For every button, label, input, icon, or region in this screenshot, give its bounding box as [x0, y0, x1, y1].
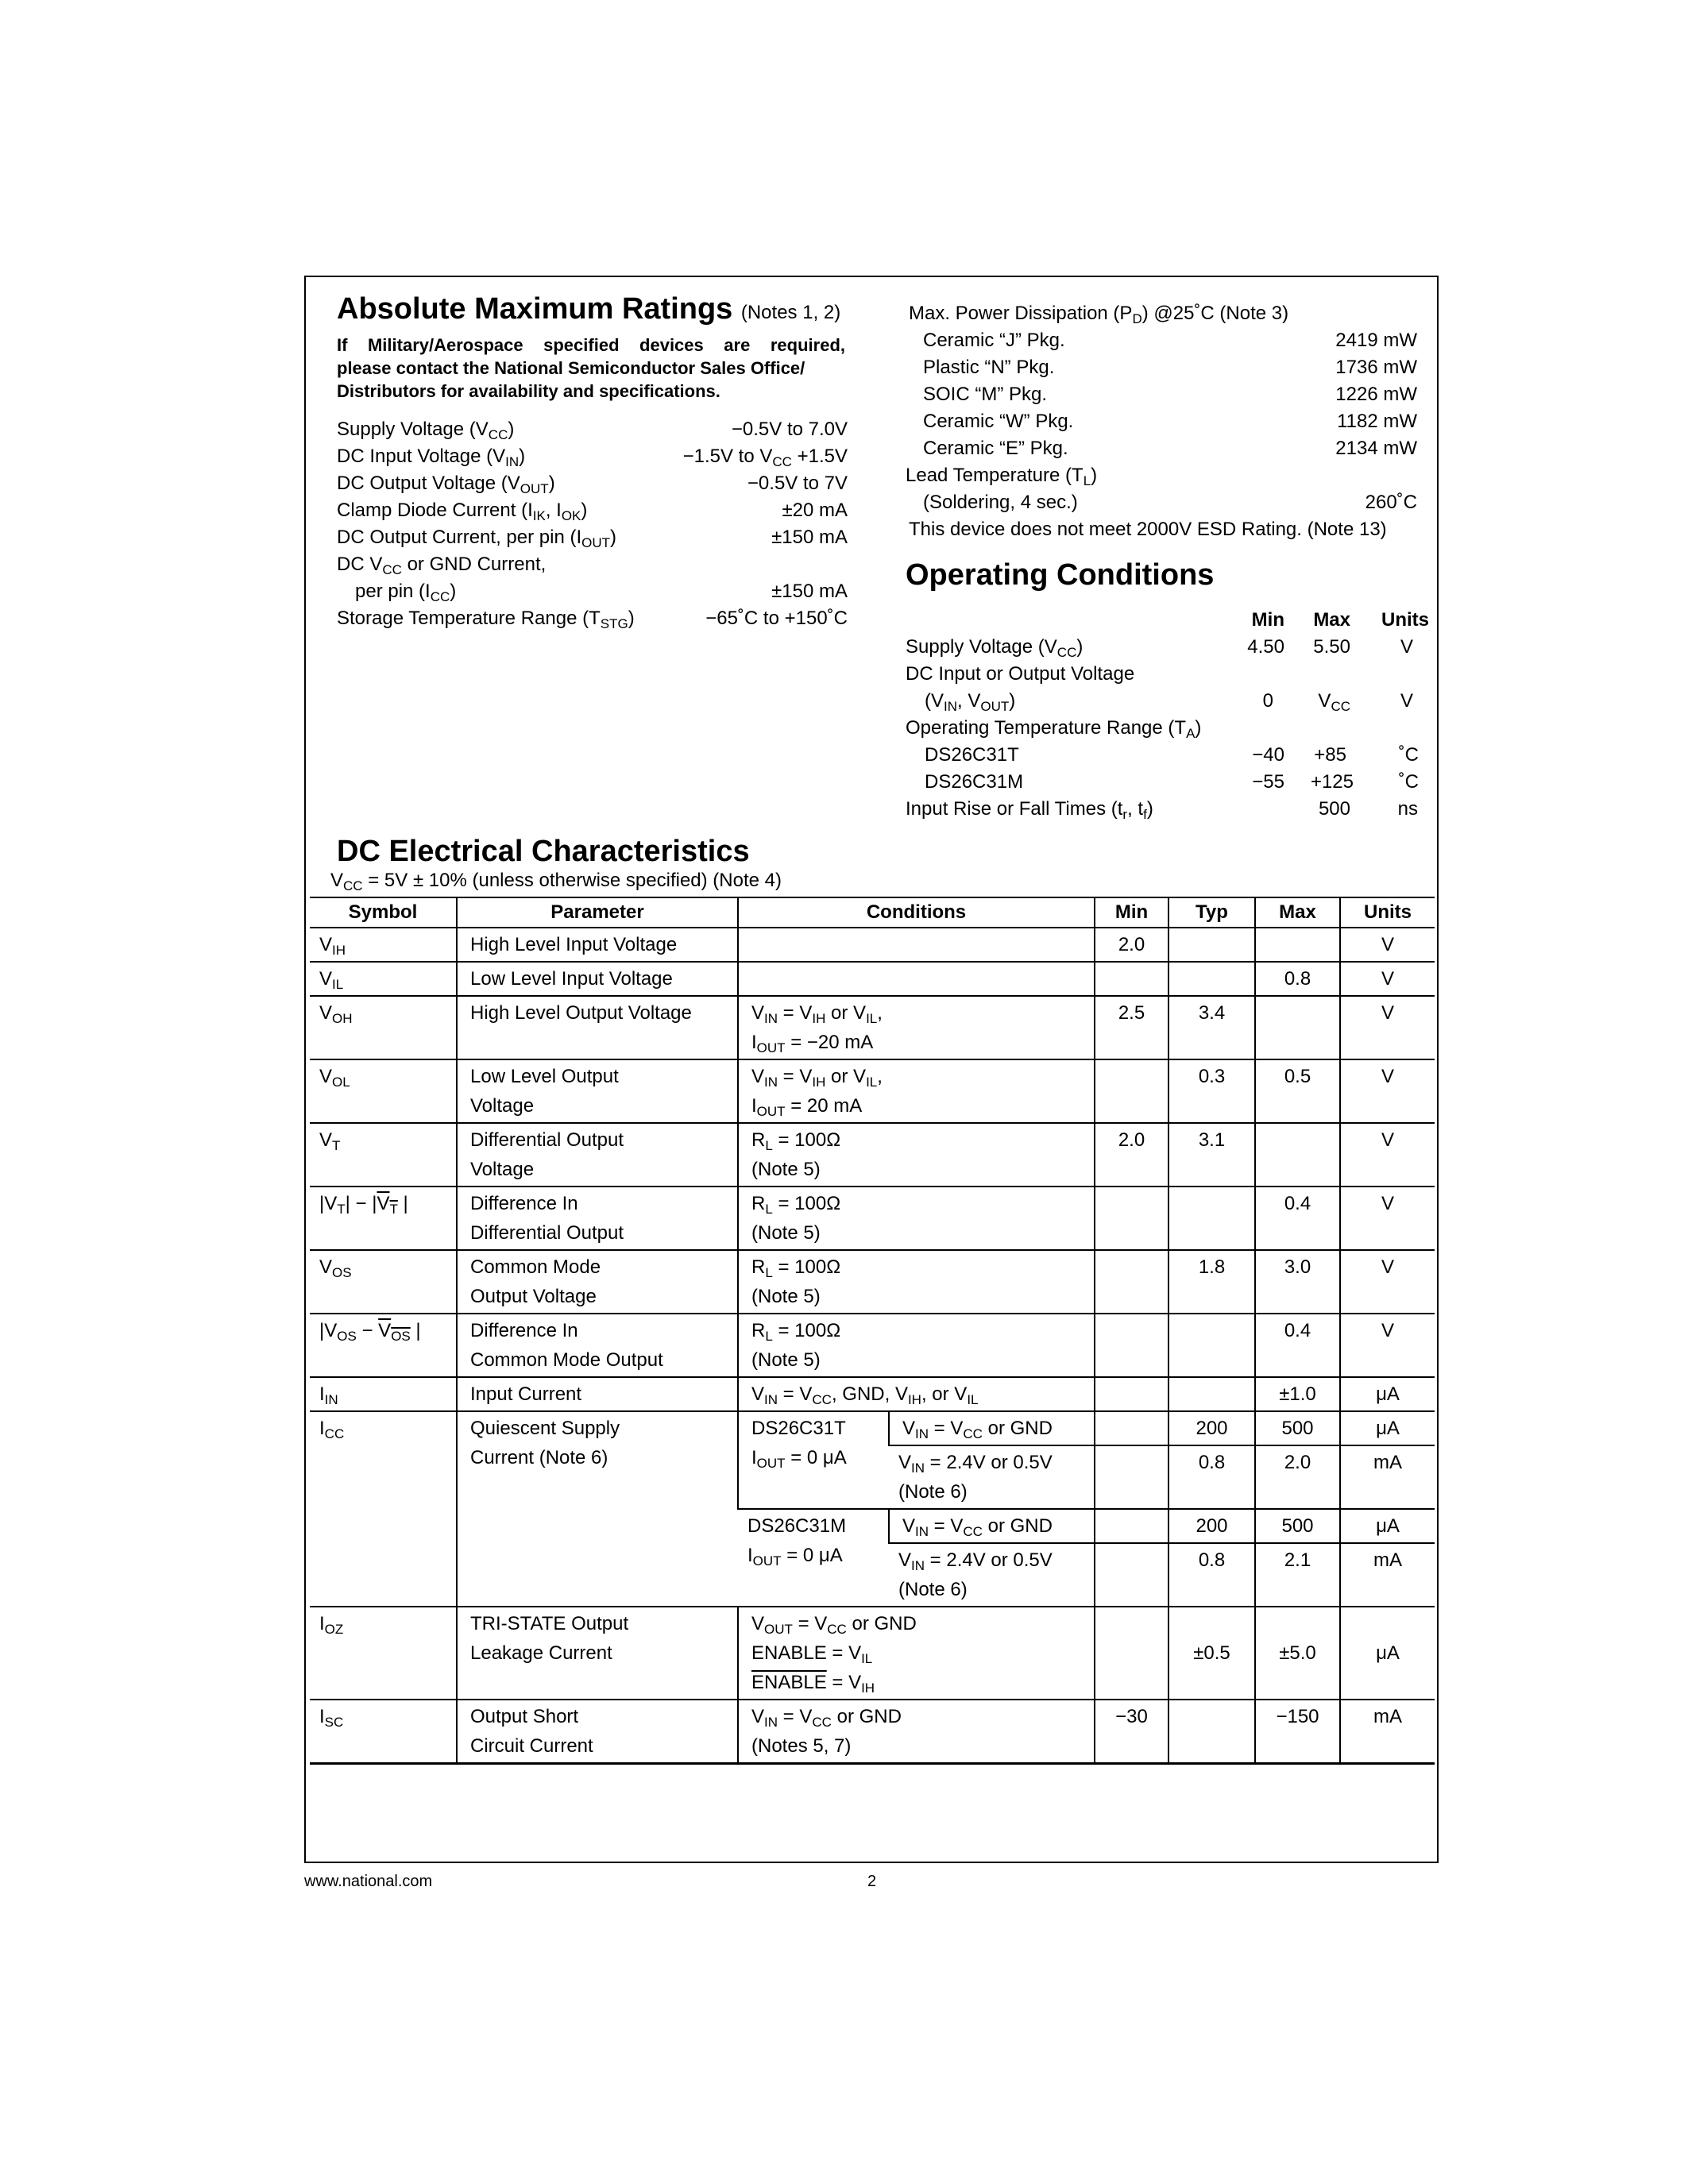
min-cell: −30	[1095, 1700, 1168, 1764]
max-cell: −150	[1255, 1700, 1340, 1764]
typ-cell	[1168, 928, 1255, 962]
oc-units: V	[1400, 690, 1413, 712]
min-cell: 2.5	[1095, 996, 1168, 1059]
amr-value: ±150 mA	[771, 527, 848, 548]
amr-label: DC Input Voltage $(V_{IN})$	[337, 446, 526, 469]
min-cell	[1095, 1543, 1168, 1607]
oc-temp-label: Operating Temperature Range $(T_A)$	[906, 717, 1202, 741]
pkg-label: Ceramic “J” Pkg.	[923, 330, 1065, 351]
dc-title: DC Electrical Characteristics	[337, 835, 750, 868]
conditions-cell: $V_{OUT} = V_{CC}$ or GND ENABLE = $V_{IL}$ ENABLE = $V_{IH}$	[738, 1607, 1095, 1700]
table-row	[310, 1377, 1435, 1411]
pkg-label: Plastic “N” Pkg.	[923, 357, 1055, 378]
military-note-line: If Military/Aerospace specified devices are required,	[337, 335, 845, 355]
parameter-cell: Quiescent Supply Current (Note 6)	[457, 1411, 738, 1607]
units-cell: mA	[1340, 1543, 1435, 1607]
typ-cell	[1168, 1700, 1255, 1764]
units-cell: μA	[1340, 1377, 1435, 1411]
table-row	[310, 996, 1435, 1059]
units-cell: μA	[1340, 1607, 1435, 1700]
conditions-cell: $R_L = 100\Omega$ (Note 5)	[738, 1187, 1095, 1250]
oc-value: 4.50	[1247, 636, 1284, 658]
min-cell	[1095, 1445, 1168, 1509]
symbol-cell: $V_{OS}$	[310, 1250, 457, 1314]
amr-label: Clamp Diode Current ($I_{IK}$, $I_{OK}$)	[337, 500, 588, 523]
max-cell: 0.4	[1255, 1314, 1340, 1377]
military-note-line: Distributors for availability and specifications.	[337, 381, 720, 401]
parameter-cell: Differential Output Voltage	[457, 1123, 738, 1187]
pkg-value: 1736 mW	[1335, 357, 1417, 378]
conditions-cell: $V_{IN} = 2.4V$ or 0.5V (Note 6)	[889, 1543, 1095, 1607]
header-min: Min	[1095, 897, 1168, 928]
max-cell: ±5.0	[1255, 1607, 1340, 1700]
typ-cell: ±0.5	[1168, 1607, 1255, 1700]
typ-cell: 1.8	[1168, 1250, 1255, 1314]
table-row	[310, 1700, 1435, 1764]
header-conditions: Conditions	[738, 897, 1095, 928]
min-cell	[1095, 962, 1168, 996]
units-cell: V	[1340, 1187, 1435, 1250]
symbol-cell: $I_{CC}$	[310, 1411, 457, 1607]
typ-cell: 3.1	[1168, 1123, 1255, 1187]
pkg-value: 1226 mW	[1335, 384, 1417, 405]
units-cell: mA	[1340, 1445, 1435, 1509]
table-row	[310, 1123, 1435, 1187]
amr-label: DC $V_{CC}$ or GND Current,	[337, 554, 547, 577]
conditions-cell: $V_{IN} = V_{IH}$ or $V_{IL}$, $I_{OUT} = 20$ mA	[738, 1059, 1095, 1123]
parameter-cell: Low Level Output Voltage	[457, 1059, 738, 1123]
conditions-cell: $V_{IN} = V_{IH}$ or $V_{IL}$, $I_{OUT} = -20$ mA	[738, 996, 1095, 1059]
units-cell: V	[1340, 1250, 1435, 1314]
soldering-label: (Soldering, 4 sec.)	[923, 492, 1078, 513]
dc-characteristics-table	[310, 897, 1435, 1765]
units-cell: mA	[1340, 1700, 1435, 1764]
header-typ: Typ	[1168, 897, 1255, 928]
lead-temp-label: Lead Temperature $(T_L)$	[906, 465, 1098, 488]
power-header: Max. Power Dissipation $(P_D)$ @25˚C (Note 3)	[909, 303, 1289, 326]
oc-value: $V_{CC}$	[1318, 690, 1350, 714]
parameter-cell: High Level Output Voltage	[457, 996, 738, 1059]
typ-cell	[1168, 1377, 1255, 1411]
oc-dcio-label2: ($V_{IN}$, $V_{OUT}$)	[925, 690, 1016, 714]
units-cell: V	[1340, 1314, 1435, 1377]
table-row	[310, 1059, 1435, 1123]
max-cell	[1255, 996, 1340, 1059]
min-cell	[1095, 1509, 1168, 1543]
pkg-value: 1182 mW	[1337, 411, 1417, 432]
min-cell	[1095, 1250, 1168, 1314]
table-row	[310, 1411, 1435, 1445]
pkg-label: Ceramic “W” Pkg.	[923, 411, 1074, 432]
units-cell: V	[1340, 996, 1435, 1059]
parameter-cell: Difference In Differential Output	[457, 1187, 738, 1250]
oc-value: 5.50	[1313, 636, 1350, 658]
oc-value: 0	[1262, 690, 1273, 712]
amr-label: per pin $(I_{CC})$	[355, 581, 457, 604]
conditions-cell: $V_{IN} = V_{CC}$ or GND	[889, 1411, 1095, 1445]
symbol-cell: $V_{OL}$	[310, 1059, 457, 1123]
parameter-cell: Difference In Common Mode Output	[457, 1314, 738, 1377]
parameter-cell: High Level Input Voltage	[457, 928, 738, 962]
parameter-cell: Output Short Circuit Current	[457, 1700, 738, 1764]
header-units: Units	[1340, 897, 1435, 928]
conditions-cell: $V_{IN} = V_{CC}$ or GND (Notes 5, 7)	[738, 1700, 1095, 1764]
pkg-value: 2134 mW	[1335, 438, 1417, 459]
amr-label: Supply Voltage $(V_{CC})$	[337, 419, 515, 442]
max-cell	[1255, 928, 1340, 962]
oc-units: V	[1400, 636, 1413, 658]
typ-cell: 200	[1168, 1509, 1255, 1543]
amr-label: DC Output Current, per pin $(I_{OUT})$	[337, 527, 617, 550]
esd-note: This device does not meet 2000V ESD Rating. (Note 13)	[909, 519, 1387, 540]
min-cell	[1095, 1607, 1168, 1700]
dc-conditions-line: $V_{CC} = 5V \pm 10\%$ (unless otherwise specified) (Note 4)	[330, 870, 782, 893]
min-cell	[1095, 1187, 1168, 1250]
max-cell	[1255, 1123, 1340, 1187]
conditions-cell: $V_{IN} = V_{CC}$, GND, $V_{IH}$, or $V_{IL}$	[738, 1377, 1095, 1411]
table-row	[310, 1187, 1435, 1250]
symbol-cell: $I_{IN}$	[310, 1377, 457, 1411]
amr-title	[337, 291, 840, 330]
symbol-cell: $|V_{OS} - V_{OS}$ |	[310, 1314, 457, 1377]
oc-title: Operating Conditions	[906, 558, 1215, 592]
military-note-line: please contact the National Semiconductor Sales Office/	[337, 358, 805, 378]
oc-value: −40	[1252, 744, 1284, 766]
oc-units: ns	[1397, 798, 1418, 820]
table-row	[310, 1607, 1435, 1700]
device-cell: DS26C31T $I_{OUT} = 0$ μA	[738, 1411, 889, 1509]
oc-header-units: Units	[1381, 609, 1429, 631]
oc-value: −55	[1252, 771, 1284, 793]
table-row	[310, 928, 1435, 962]
oc-units: ˚C	[1398, 744, 1419, 766]
footer-url-link[interactable]: www.national.com	[304, 1873, 433, 1890]
table-row	[310, 1314, 1435, 1377]
symbol-cell: $V_{IH}$	[310, 928, 457, 962]
parameter-cell: Low Level Input Voltage	[457, 962, 738, 996]
oc-value: +125	[1310, 771, 1354, 793]
min-cell	[1095, 1377, 1168, 1411]
parameter-cell: TRI-STATE Output Leakage Current	[457, 1607, 738, 1700]
parameter-cell: Input Current	[457, 1377, 738, 1411]
conditions-cell: $R_L = 100\Omega$ (Note 5)	[738, 1123, 1095, 1187]
amr-value: −1.5V to $V_{CC} +1.5V$	[682, 446, 848, 469]
oc-supply-label: Supply Voltage $(V_{CC})$	[906, 636, 1083, 660]
conditions-cell	[738, 962, 1095, 996]
conditions-cell: $R_L = 100\Omega$ (Note 5)	[738, 1250, 1095, 1314]
amr-value: ±150 mA	[771, 581, 848, 602]
oc-value: 500	[1318, 798, 1350, 820]
amr-label: DC Output Voltage $(V_{OUT})$	[337, 473, 555, 496]
amr-label: Storage Temperature Range $(T_{STG})$	[337, 608, 635, 631]
oc-dcio-label: DC Input or Output Voltage	[906, 663, 1135, 685]
units-cell: V	[1340, 962, 1435, 996]
min-cell: 2.0	[1095, 1123, 1168, 1187]
symbol-cell: $V_T$	[310, 1123, 457, 1187]
amr-notes: (Notes 1, 2)	[740, 302, 841, 323]
conditions-cell: $V_{IN} = V_{CC}$ or GND	[889, 1509, 1095, 1543]
oc-device-label: DS26C31T	[925, 744, 1019, 766]
device-cell: DS26C31M $I_{OUT} = 0$ μA	[738, 1509, 889, 1607]
pkg-label: SOIC “M” Pkg.	[923, 384, 1048, 405]
symbol-cell: $V_{OH}$	[310, 996, 457, 1059]
amr-title-text: Absolute Maximum Ratings	[337, 292, 733, 326]
conditions-cell	[738, 928, 1095, 962]
header-symbol: Symbol	[310, 897, 457, 928]
symbol-cell: $V_{IL}$	[310, 962, 457, 996]
max-cell: ±1.0	[1255, 1377, 1340, 1411]
typ-cell	[1168, 962, 1255, 996]
max-cell: 500	[1255, 1509, 1340, 1543]
typ-cell: 0.8	[1168, 1445, 1255, 1509]
min-cell	[1095, 1059, 1168, 1123]
symbol-cell: $I_{SC}$	[310, 1700, 457, 1764]
conditions-cell: $V_{IN} = 2.4V$ or 0.5V (Note 6)	[889, 1445, 1095, 1509]
table-row	[310, 962, 1435, 996]
typ-cell: 3.4	[1168, 996, 1255, 1059]
symbol-cell: $I_{OZ}$	[310, 1607, 457, 1700]
table-row	[310, 1250, 1435, 1314]
min-cell: 2.0	[1095, 928, 1168, 962]
typ-cell: 0.3	[1168, 1059, 1255, 1123]
oc-units: ˚C	[1398, 771, 1419, 793]
amr-value: −65˚C to +150˚C	[705, 608, 848, 629]
header-max: Max	[1255, 897, 1340, 928]
conditions-cell: $R_L = 100\Omega$ (Note 5)	[738, 1314, 1095, 1377]
max-cell: 3.0	[1255, 1250, 1340, 1314]
header-parameter: Parameter	[457, 897, 738, 928]
max-cell: 0.8	[1255, 962, 1340, 996]
page-number: 2	[867, 1873, 877, 1890]
pkg-value: 2419 mW	[1335, 330, 1417, 351]
max-cell: 0.4	[1255, 1187, 1340, 1250]
max-cell: 2.1	[1255, 1543, 1340, 1607]
units-cell: V	[1340, 928, 1435, 962]
oc-rise-label: Input Rise or Fall Times ($t_r$, $t_f$)	[906, 798, 1153, 822]
units-cell: μA	[1340, 1411, 1435, 1445]
oc-device-label: DS26C31M	[925, 771, 1024, 793]
units-cell: μA	[1340, 1509, 1435, 1543]
symbol-cell: $|V_T| - |V_T$ |	[310, 1187, 457, 1250]
amr-value: −0.5V to 7V	[747, 473, 848, 494]
max-cell: 2.0	[1255, 1445, 1340, 1509]
max-cell: 500	[1255, 1411, 1340, 1445]
units-cell: V	[1340, 1059, 1435, 1123]
min-cell	[1095, 1411, 1168, 1445]
parameter-cell: Common Mode Output Voltage	[457, 1250, 738, 1314]
amr-value: −0.5V to 7.0V	[731, 419, 848, 440]
oc-header-min: Min	[1251, 609, 1284, 631]
max-cell: 0.5	[1255, 1059, 1340, 1123]
typ-cell: 200	[1168, 1411, 1255, 1445]
soldering-value: 260˚C	[1365, 492, 1417, 513]
table-header-row	[310, 897, 1435, 928]
military-note	[337, 334, 845, 403]
oc-header-max: Max	[1313, 609, 1350, 631]
typ-cell	[1168, 1314, 1255, 1377]
pkg-label: Ceramic “E” Pkg.	[923, 438, 1068, 459]
typ-cell: 0.8	[1168, 1543, 1255, 1607]
units-cell: V	[1340, 1123, 1435, 1187]
min-cell	[1095, 1314, 1168, 1377]
amr-value: ±20 mA	[782, 500, 848, 521]
oc-value: +85	[1314, 744, 1346, 766]
typ-cell	[1168, 1187, 1255, 1250]
